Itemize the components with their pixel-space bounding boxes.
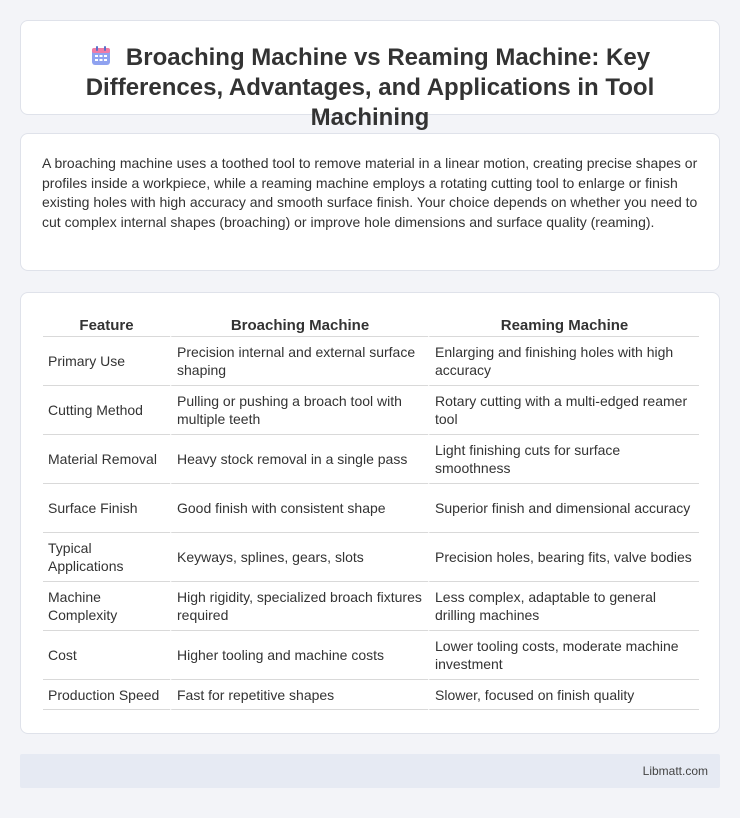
title-card [20,20,720,131]
comparison-table [43,315,699,710]
row-reaming-value: Light finishing cuts for surface smoothness [428,435,699,484]
row-reaming-value: Slower, focused on finish quality [428,680,699,710]
calendar-icon [90,45,112,67]
row-feature: Material Removal [43,435,170,484]
row-broaching-value: Good finish with consistent shape [170,484,428,533]
table-header-row [43,315,699,337]
row-reaming-value: Precision holes, bearing fits, valve bodies [428,533,699,582]
row-broaching-value: Pulling or pushing a broach tool with multiple teeth [170,386,428,435]
row-broaching-value: Higher tooling and machine costs [170,631,428,680]
page-title-text: Broaching Machine vs Reaming Machine: Key Differences, Advantages, and Applications in Tool Machining [85,44,655,131]
table-row [43,435,699,484]
row-reaming-value: Rotary cutting with a multi-edged reamer tool [428,386,699,435]
row-reaming-value: Superior finish and dimensional accuracy [428,484,699,533]
table-row [43,386,699,435]
intro-paragraph: A broaching machine uses a toothed tool to remove material in a linear motion, creating precise shapes or profiles inside a workpiece, while a reaming machine employs a rotating cutting tool to enlarge or finish existing holes with high accuracy and smooth surface finish. Your choice depends on whether you need to cut complex internal shapes (broaching) or improve hole dimensions and surface quality (reaming). [42,155,698,230]
row-broaching-value: Keyways, splines, gears, slots [170,533,428,582]
row-reaming-value: Enlarging and finishing holes with high accuracy [428,337,699,386]
table-row [43,680,699,710]
row-feature: Cost [43,631,170,680]
comparison-card [20,292,720,734]
column-header-reaming: Reaming Machine [428,315,699,337]
table-row [43,533,699,582]
row-reaming-value: Less complex, adaptable to general drilling machines [428,582,699,631]
row-reaming-value: Lower tooling costs, moderate machine investment [428,631,699,680]
table-row [43,631,699,680]
column-header-broaching: Broaching Machine [170,315,428,337]
row-feature: Production Speed [43,680,170,710]
row-feature: Cutting Method [43,386,170,435]
row-feature: Machine Complexity [43,582,170,631]
table-row [43,337,699,386]
row-broaching-value: Precision internal and external surface shaping [170,337,428,386]
row-broaching-value: High rigidity, specialized broach fixtures required [170,582,428,631]
footer-site-link[interactable]: Libmatt.com [642,764,708,778]
footer-bar [20,754,720,788]
page-title [37,43,703,133]
table-row [43,484,699,533]
table-row [43,582,699,631]
row-broaching-value: Heavy stock removal in a single pass [170,435,428,484]
row-broaching-value: Fast for repetitive shapes [170,680,428,710]
row-feature: Primary Use [43,337,170,386]
intro-card [20,133,720,271]
column-header-feature: Feature [43,315,170,337]
row-feature: Typical Applications [43,533,170,582]
row-feature: Surface Finish [43,484,170,533]
